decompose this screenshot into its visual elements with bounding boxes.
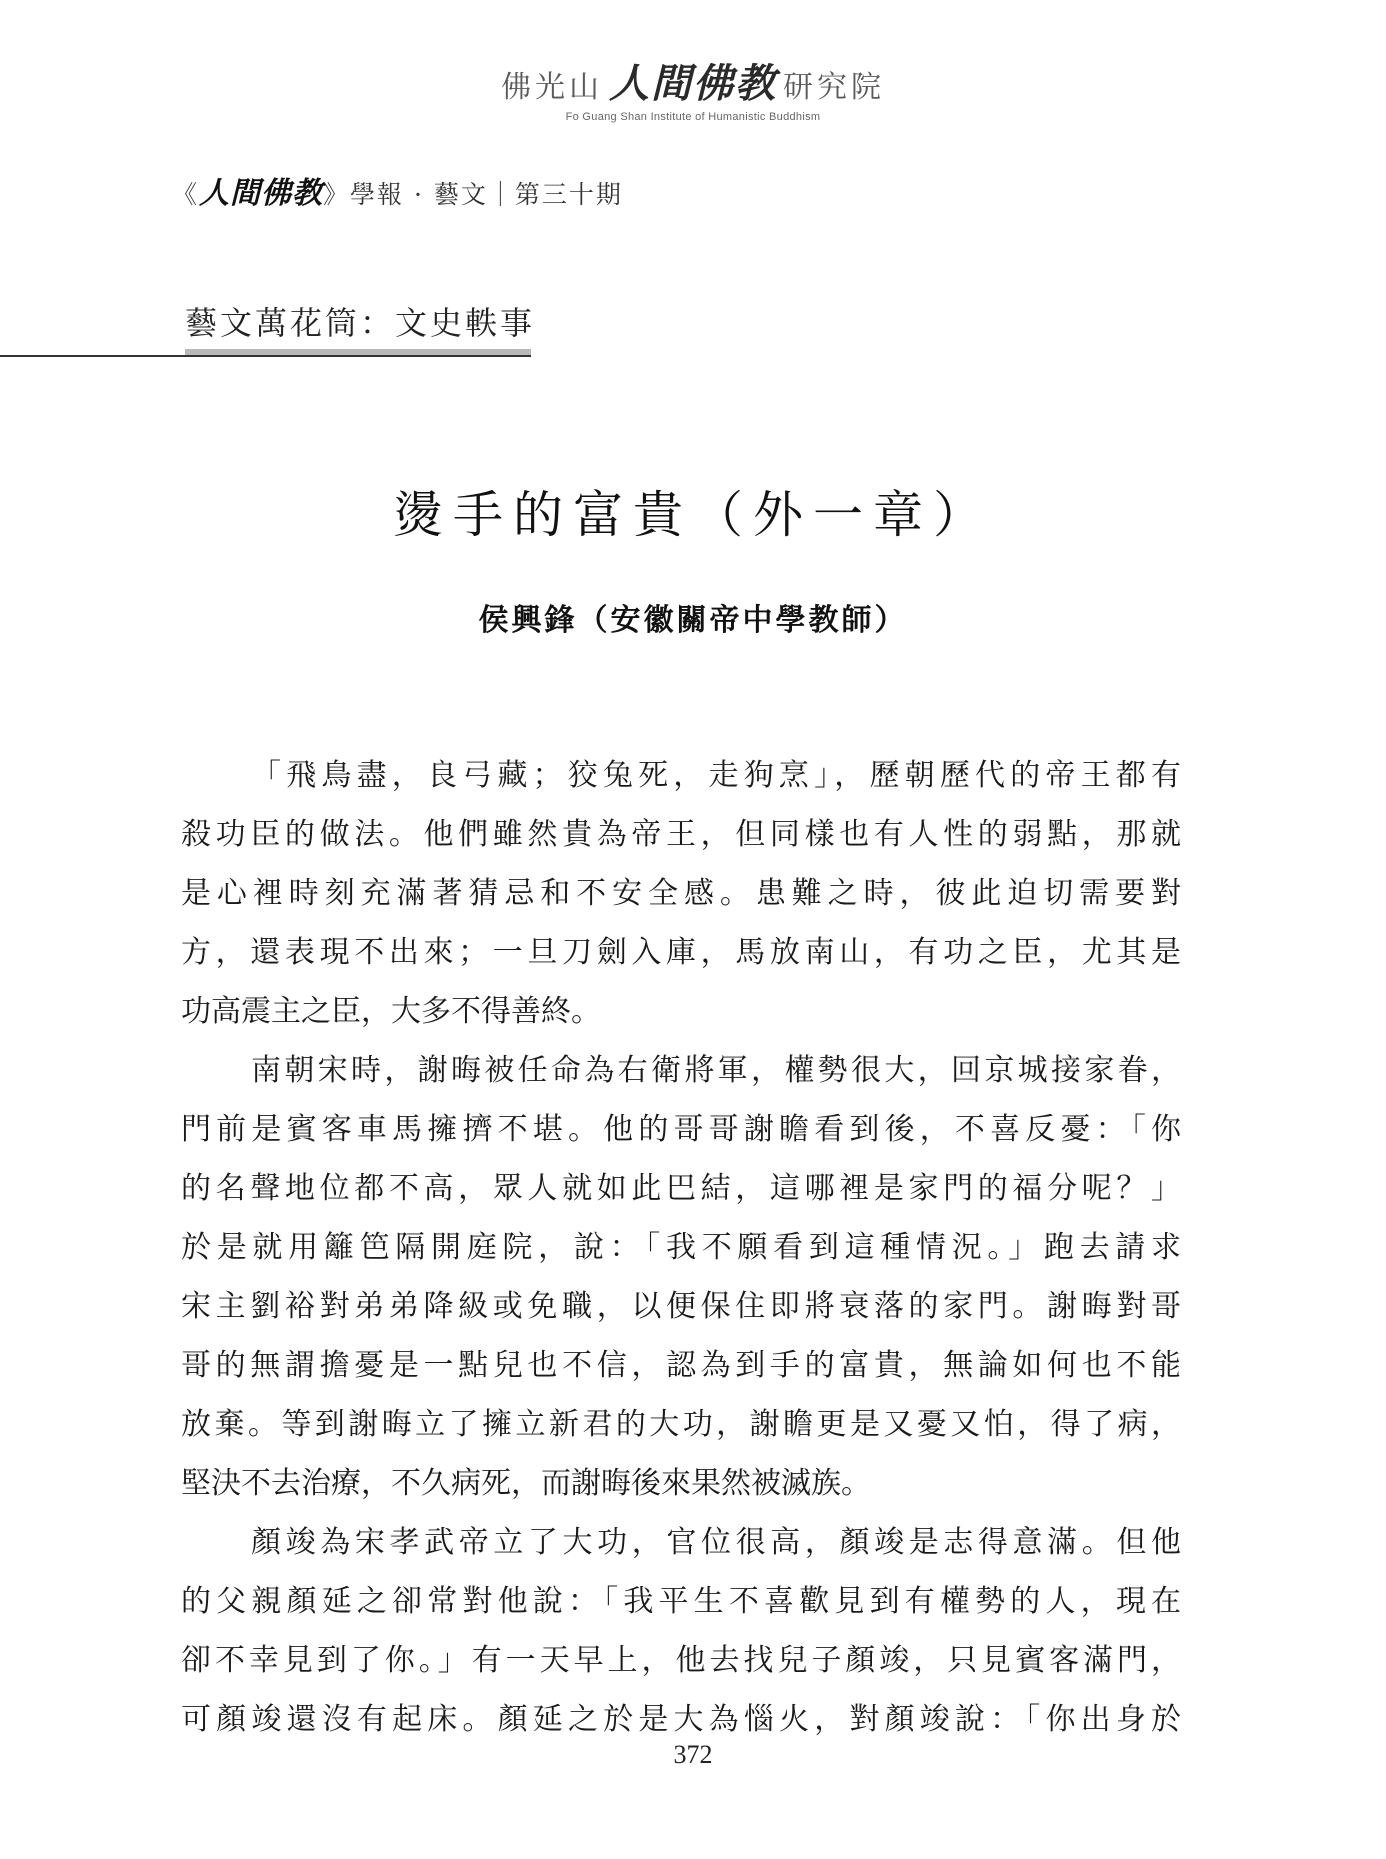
text-line: 功高震主之臣，大多不得善終。 bbox=[181, 994, 601, 1029]
text-line: 可顏竣還沒有起床。顏延之於是大為惱火，對顏竣說：「你出身於 bbox=[181, 1702, 1181, 1737]
text-line: 方，還表現不出來；一旦刀劍入庫，馬放南山，有功之臣，尤其是 bbox=[181, 935, 1181, 970]
text-line: 卻不幸見到了你。」有一天早上，他去找兒子顏竣，只見賓客滿門， bbox=[181, 1643, 1181, 1678]
text-line: 於是就用籬笆隔開庭院，說：「我不願看到這種情況。」跑去請求 bbox=[181, 1230, 1181, 1265]
page-number: 372 bbox=[673, 1740, 713, 1769]
text-line: 的父親顏延之卻常對他說：「我平生不喜歡見到有權勢的人，現在 bbox=[181, 1584, 1181, 1619]
institute-english-name: Fo Guang Shan Institute of Humanistic Buddhism bbox=[565, 111, 821, 123]
journal-close-bracket: 》 bbox=[323, 180, 351, 209]
text-line: 堅決不去治療，不久病死，而謝晦後來果然被滅族。 bbox=[181, 1466, 871, 1501]
journal-brand: 人間佛教 bbox=[199, 176, 324, 211]
text-line: 南朝宋時，謝晦被任命為右衛將軍，權勢很大，回京城接家眷， bbox=[251, 1053, 1181, 1088]
journal-running-head bbox=[172, 168, 623, 212]
journal-open-bracket: 《 bbox=[172, 180, 200, 209]
paragraph bbox=[181, 746, 1181, 1041]
text-line: 放棄。等到謝晦立了擁立新君的大功，謝瞻更是又憂又怕，得了病， bbox=[181, 1407, 1181, 1442]
institute-suffix: 研究院 bbox=[783, 70, 885, 105]
text-line: 的名聲地位都不高，眾人就如此巴結，這哪裡是家門的福分呢？」 bbox=[181, 1171, 1181, 1206]
text-line: 顏竣為宋孝武帝立了大功，官位很高，顏竣是志得意滿。但他 bbox=[251, 1525, 1181, 1560]
article-title: 燙手的富貴（外一章） bbox=[393, 486, 993, 544]
text-line: 殺功臣的做法。他們雖然貴為帝王，但同樣也有人性的弱點，那就 bbox=[181, 817, 1181, 852]
institute-logo bbox=[501, 52, 885, 109]
article-author: 侯興鋒（安徽關帝中學教師） bbox=[478, 603, 908, 638]
text-line: 門前是賓客車馬擁擠不堪。他的哥哥謝瞻看到後，不喜反憂：「你 bbox=[181, 1112, 1181, 1147]
institute-prefix: 佛光山 bbox=[501, 70, 603, 105]
text-line: 「飛鳥盡，良弓藏；狡兔死，走狗烹」，歷朝歷代的帝王都有 bbox=[251, 758, 1181, 793]
text-line: 哥的無謂擔憂是一點兒也不信，認為到手的富貴，無論如何也不能 bbox=[181, 1348, 1181, 1383]
institute-header bbox=[0, 52, 1386, 123]
text-line: 宋主劉裕對弟弟降級或免職，以便保住即將衰落的家門。謝晦對哥 bbox=[181, 1289, 1181, 1324]
article-body bbox=[181, 746, 1181, 1749]
institute-brand: 人間佛教 bbox=[609, 61, 777, 107]
text-line: 是心裡時刻充滿著猜忌和不安全感。患難之時，彼此迫切需要對 bbox=[181, 876, 1181, 911]
paragraph bbox=[181, 1041, 1181, 1513]
paragraph bbox=[181, 1513, 1181, 1749]
journal-issue-info: 學報 · 藝文｜第三十期 bbox=[350, 180, 623, 209]
section-heading: 藝文萬花筒：文史軼事 bbox=[185, 304, 536, 342]
section-underline-rule bbox=[0, 355, 531, 357]
